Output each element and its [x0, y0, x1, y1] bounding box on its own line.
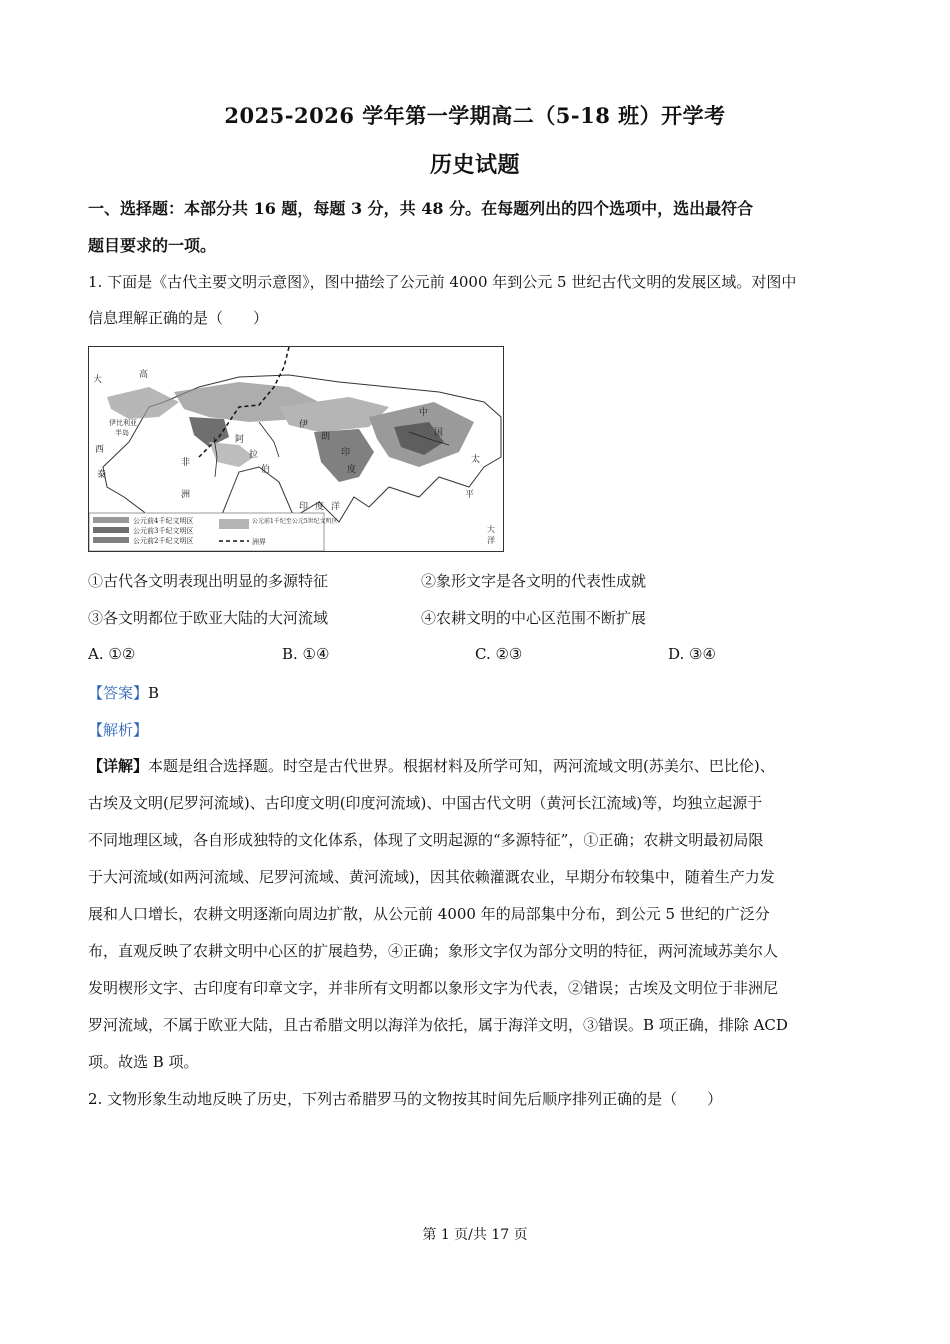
map-label: 高: [139, 370, 149, 380]
q1-statement-1: ①古代各文明表现出明显的多源特征: [88, 572, 329, 590]
map-label: 印: [299, 502, 309, 512]
map-label: 非: [181, 458, 191, 468]
q1-option-d: D. ③④: [668, 645, 716, 663]
q1-stem-line1: 1. 下面是《古代主要文明示意图》，图中描绘了公元前 4000 年到公元 5 世纪古代文明的发展区域。对图中: [88, 273, 797, 291]
q1-stem-line2: 信息理解正确的是（ ）: [88, 309, 269, 327]
q1-detail-line-5: 展和人口增长，农耕文明逐渐向周边扩散，从公元前 4000 年的局部集中分布，到公元 5 世纪的广泛分: [88, 905, 770, 923]
map-label: 洲: [181, 490, 191, 500]
map-label: 中: [419, 408, 429, 418]
map-label: 大: [93, 375, 103, 385]
map-label: 伯: [261, 465, 271, 475]
legend-label: 公元前3千纪文明区: [133, 527, 194, 535]
ancient-civilization-map: [88, 346, 504, 552]
map-label: 国: [434, 428, 444, 438]
map-label: 洋: [331, 502, 341, 512]
section-heading-line2: 题目要求的一项。: [88, 236, 217, 255]
q1-detail-line-6: 布，直观反映了农耕文明中心区的扩展趋势，④正确；象形文字仅为部分文明的特征，两河流域苏美尔人: [88, 942, 779, 960]
map-label: 印: [341, 448, 351, 458]
map-label: 泰: [97, 470, 107, 480]
exam-title: 2025-2026 学年第一学期高二（5-18 班）开学考: [224, 103, 726, 128]
legend-label: 公元前2千纪文明区: [133, 537, 194, 545]
answer-tag: 【答案】: [88, 684, 149, 702]
q1-detail-line-1: 【详解】本题是组合选择题。时空是古代世界。根据材料及所学可知，两河流域文明(苏美尔、巴比伦)、: [88, 757, 775, 775]
exam-subtitle: 历史试题: [429, 152, 520, 178]
map-label: 伊比利亚: [109, 419, 137, 427]
q1-option-a: A. ①②: [88, 645, 136, 663]
map-label: 平: [465, 490, 475, 500]
q1-detail-line-3: 不同地理区域，各自形成独特的文化体系，体现了文明起源的“多源特征”，①正确；农耕文明最初局限: [88, 831, 764, 849]
map-label: 度: [347, 465, 357, 475]
map-label: 洋: [487, 536, 495, 545]
section-heading-line1: 一、选择题：本部分共 16 题，每题 3 分，共 48 分。在每题列出的四个选项中，选出最符合: [88, 199, 754, 218]
q1-detail-line-7: 发明楔形文字、古印度有印章文字，并非所有文明都以象形文字为代表，②错误；古埃及文明位于非洲尼: [88, 979, 779, 997]
q2-stem: 2. 文物形象生动地反映了历史，下列古希腊罗马的文物按其时间先后顺序排列正确的是（ ）: [88, 1090, 723, 1108]
detail-tag: 【详解】: [88, 757, 149, 775]
analysis-tag: 【解析】: [88, 721, 149, 739]
q1-detail-line-9: 项。故选 B 项。: [88, 1053, 199, 1071]
map-label: 太: [471, 455, 481, 465]
page-footer: 第 1 页/共 17 页: [422, 1227, 528, 1243]
q1-option-c: C. ②③: [475, 645, 523, 663]
legend-label: 洲界: [252, 538, 266, 546]
map-label: 半岛: [115, 429, 129, 437]
legend-label: 公元前1千纪至公元5世纪文明区: [252, 518, 338, 525]
map-label: 大: [487, 525, 495, 534]
map-label: 拉: [249, 450, 259, 460]
q1-answer: [88, 682, 159, 703]
q1-statement-4: ④农耕文明的中心区范围不断扩展: [421, 609, 647, 627]
map-label: 朗: [321, 432, 331, 442]
q1-detail-line-2: 古埃及文明(尼罗河流域)、古印度文明(印度河流域)、中国古代文明（黄河长江流域)等，均独立起源于: [88, 794, 763, 812]
q1-detail-line-8: 罗河流域，不属于欧亚大陆，且古希腊文明以海洋为依托，属于海洋文明，③错误。B 项正确，排除 ACD: [88, 1016, 788, 1034]
answer-value: B: [148, 684, 160, 702]
legend-label: 公元前4千纪文明区: [133, 517, 194, 525]
map-label: 西: [95, 445, 105, 455]
map-label: 伊: [299, 420, 309, 430]
map-label: 阿: [235, 435, 245, 445]
q1-detail-line-4: 于大河流域(如两河流域、尼罗河流域、黄河流域)，因其依赖灌溉农业，早期分布较集中，随着生产力发: [88, 868, 775, 886]
q1-statement-3: ③各文明都位于欧亚大陆的大河流域: [88, 609, 329, 627]
q1-statement-2: ②象形文字是各文明的代表性成就: [421, 572, 647, 590]
q1-option-b: B. ①④: [282, 645, 330, 663]
map-label: 度: [315, 502, 325, 512]
